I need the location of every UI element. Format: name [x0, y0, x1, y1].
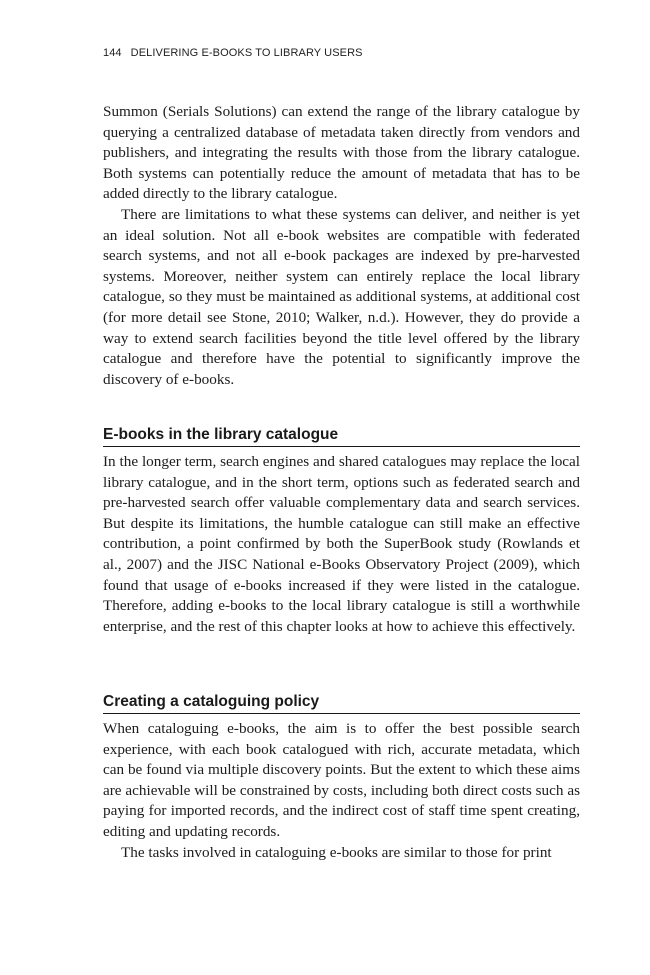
paragraph: There are limitations to what these systems can deliver, and neither is yet an ideal solution. Not all e-book websites are compatible with federated search systems, and not all e-book packages are indexed by pre-harvested systems. Moreover, neither system can entirely replace the local library catalogue, so they must be maintained as additional systems, at additional cost (for more detail see Stone, 2010; Walker, n.d.). However, they do provide a way to extend search facilities beyond the title level offered by the library catalogue and therefore have the potential to significantly improve the discovery of e-books. [103, 205, 580, 388]
section-text-block [103, 452, 580, 637]
paragraph: When cataloguing e-books, the aim is to offer the best possible search experience, with each book catalogued with rich, accurate metadata, which can be found via multiple discovery points. But the extent to which these aims are achievable will be constrained by costs, including both direct costs such as paying for imported records, and the indirect cost of staff time spent creating, editing and updating records. [103, 720, 580, 840]
paragraph: Summon (Serials Solutions) can extend the range of the library catalogue by querying a centralized database of metadata taken directly from vendors and publishers, and integrating the results with those from the library catalogue. Both systems can potentially reduce the amount of metadata that has to be added directly to the library catalogue. [103, 103, 580, 203]
section-heading-ebooks-catalogue: E-books in the library catalogue [103, 425, 580, 447]
paragraph: The tasks involved in cataloguing e-books are similar to those for print [121, 843, 552, 861]
running-title: DELIVERING E-BOOKS TO LIBRARY USERS [130, 47, 363, 59]
page-number: 144 [103, 47, 122, 59]
section-heading-cataloguing-policy: Creating a cataloguing policy [103, 692, 580, 714]
running-header [103, 47, 363, 59]
opening-text-block [103, 102, 580, 390]
section-text-block [103, 719, 580, 863]
paragraph: In the longer term, search engines and shared catalogues may replace the local library catalogue, and in the short term, options such as federated search and pre-harvested search offer valuable complementary data and search services. But despite its limitations, the humble catalogue can still make an effective contribution, a point confirmed by both the SuperBook study (Rowlands et al., 2007) and the JISC National e-Books Observatory Project (2009), which found that usage of e-books increased if they were listed in the catalogue. Therefore, adding e-books to the local library catalogue is still a worthwhile enterprise, and the rest of this chapter looks at how to achieve this effectively. [103, 453, 580, 635]
